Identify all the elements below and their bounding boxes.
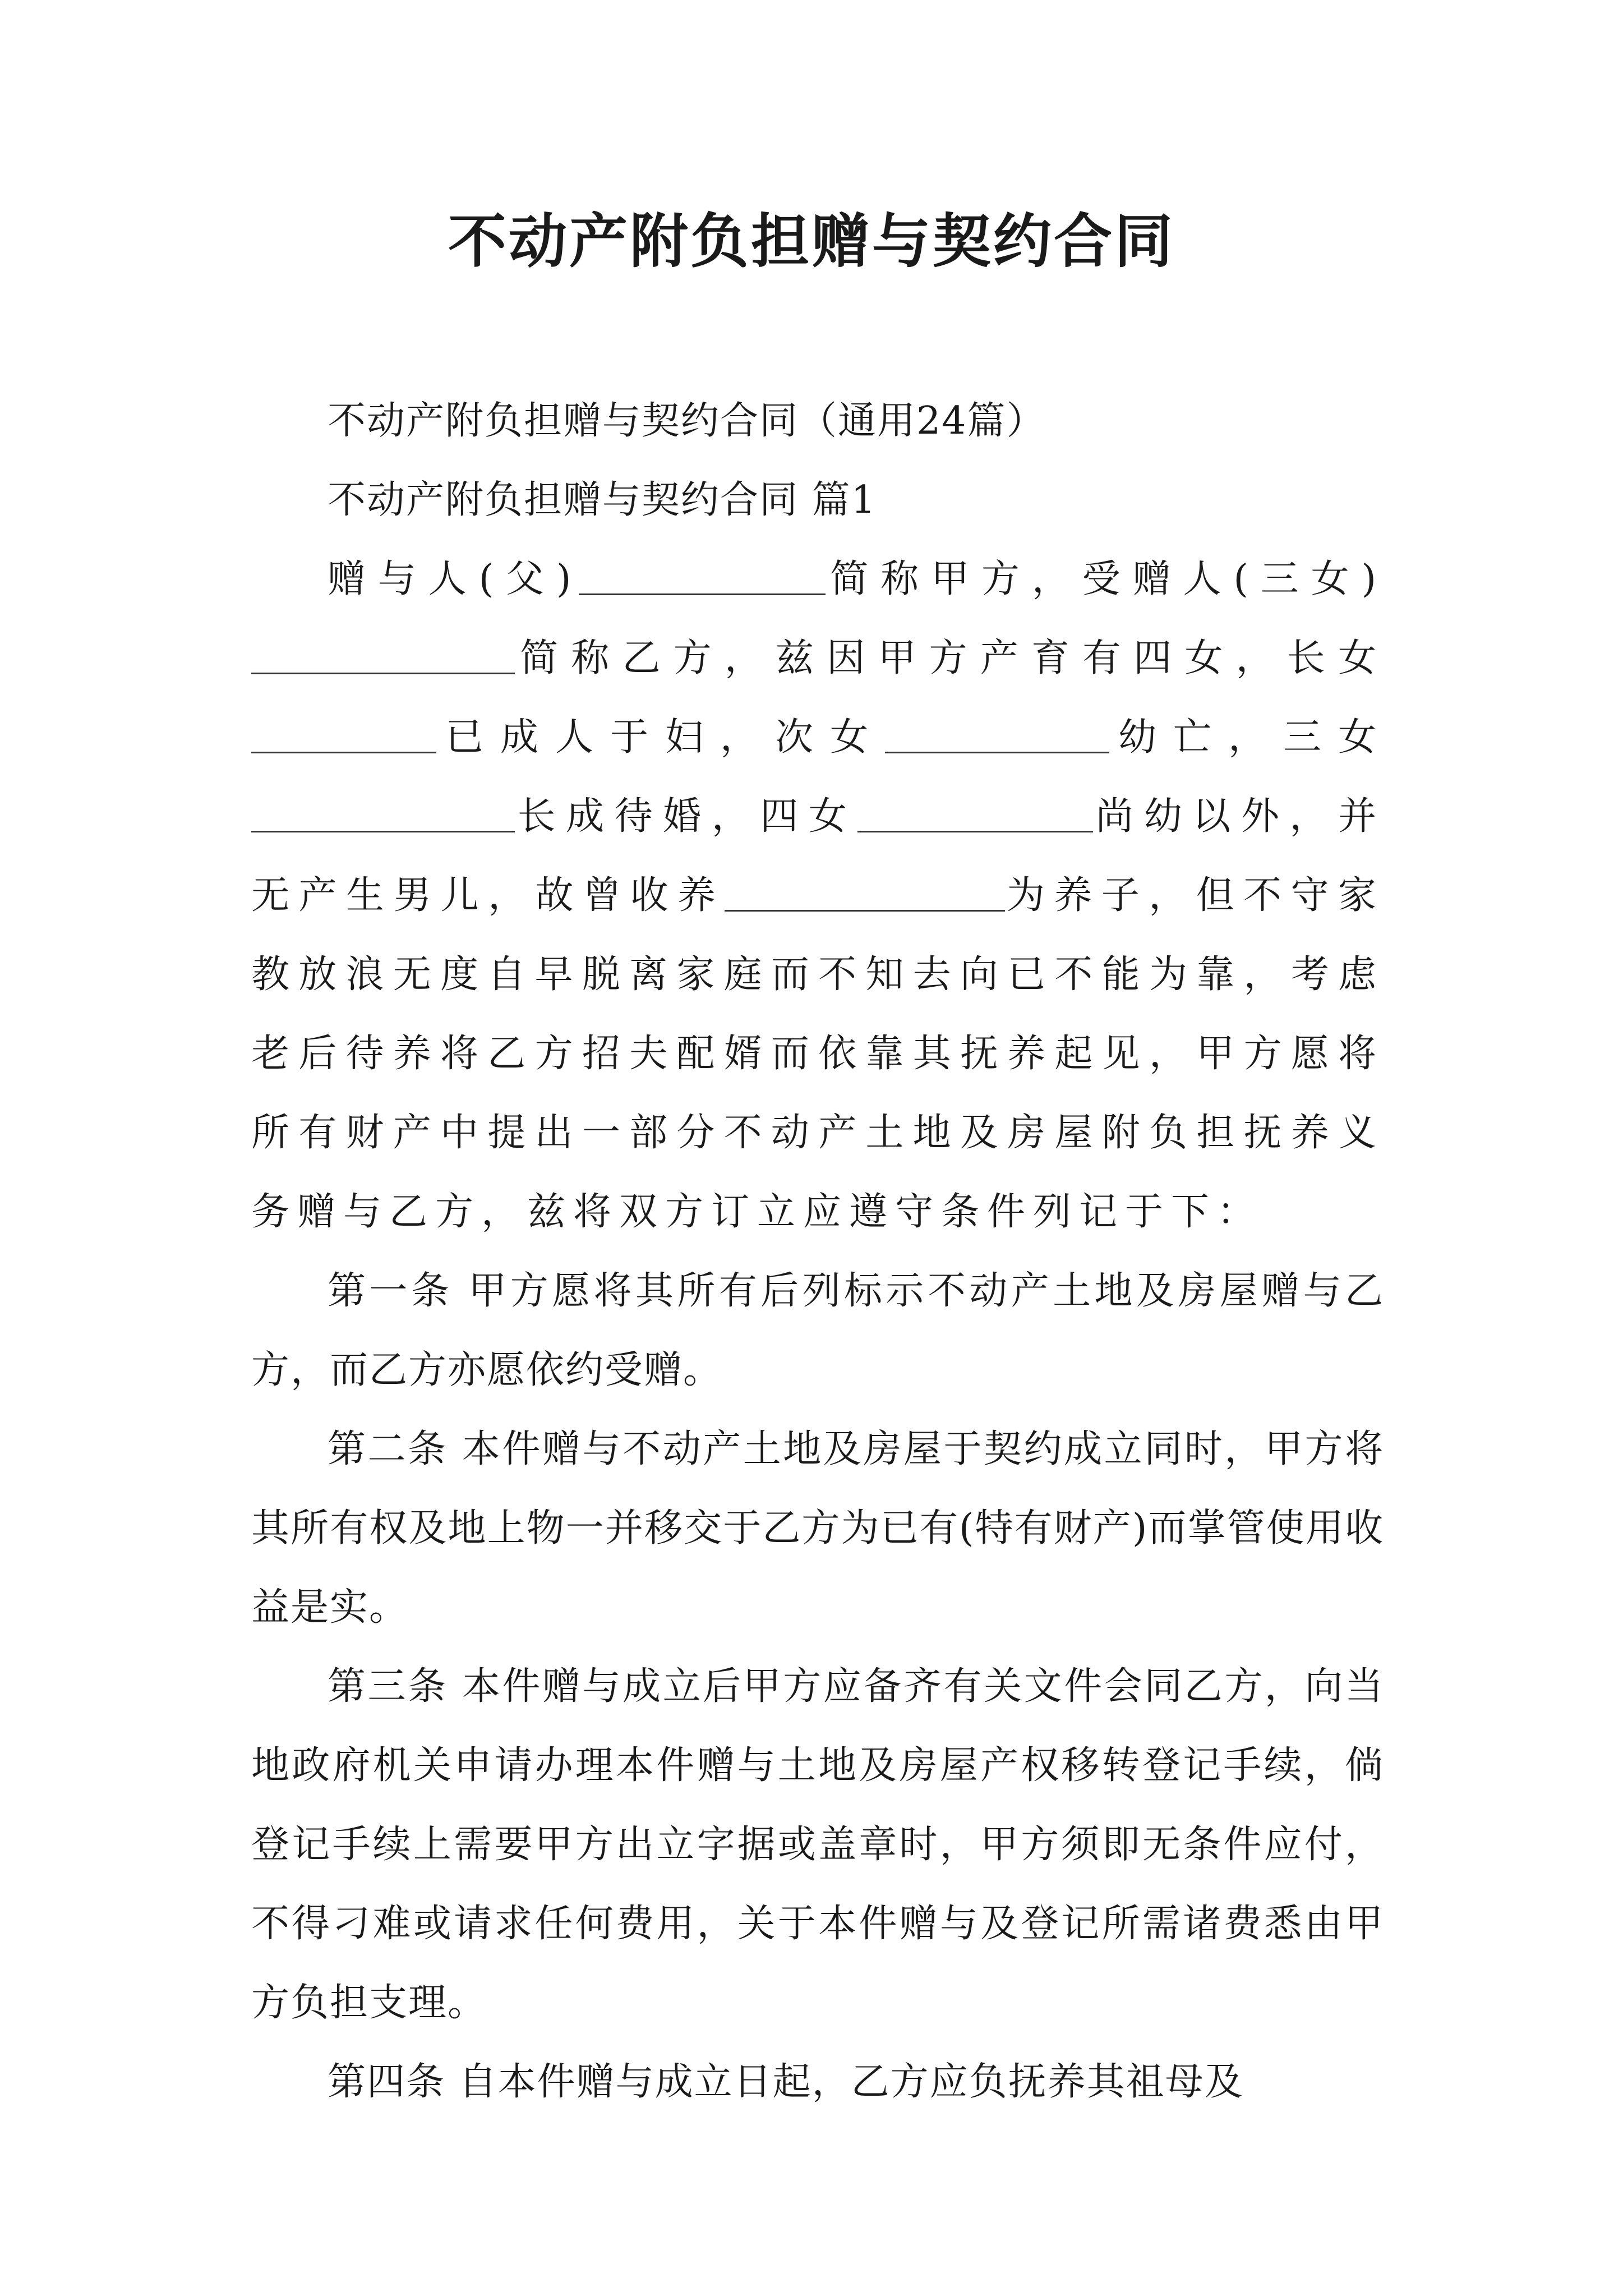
para1-text-1: 赠与人(父) (328, 557, 579, 601)
blank-third-daughter (251, 797, 515, 832)
para1-text-6: 长成待婚，四女 (515, 794, 857, 839)
blank-eldest-daughter (251, 718, 436, 753)
para1-text-5: 幼亡，三女 (1109, 715, 1384, 760)
para1-text-8: 为养子，但不守家教放浪无度自早脱离家庭而不知去向已不能为靠，考虑老后待养将乙方招夫配婿而依靠其抚养起见，甲方愿将所有财产中提出一部分不动产土地及房屋附负担抚养义务赠与乙方，兹将双方订立应遵守条件列记于下： (251, 873, 1384, 1234)
para1-text-7: 尚幼以外，并无产生男儿，故曾收养 (251, 794, 1384, 918)
para1-text-4: 已成人于妇，次女 (436, 715, 885, 760)
document-title: 不动产附负担赠与契约合同 (448, 206, 1175, 275)
para1-text-3: 简称乙方，兹因甲方产育有四女，长女 (515, 636, 1384, 680)
blank-donor-name (579, 560, 826, 595)
blank-adopted-son (725, 876, 1005, 912)
blank-donee-name (251, 639, 515, 674)
document-body (251, 381, 1384, 2122)
article-4: 第四条 自本件赠与成立日起，乙方应负抚养其祖母及 (328, 2060, 1244, 2104)
document-subtitle: 不动产附负担赠与契约合同（通用24篇） (328, 399, 1046, 443)
article-3: 第三条 本件赠与成立后甲方应备齐有关文件会同乙方，向当地政府机关申请办理本件赠与土地及房屋产权移转登记手续，倘登记手续上需要甲方出立字据或盖章时，甲方须即无条件应付，不得刁难或请求任何费用，关于本件赠与及登记所需诸费悉由甲方负担支理。 (251, 1664, 1384, 2025)
section-heading: 不动产附负担赠与契约合同 篇1 (328, 478, 877, 522)
para1-text-2: 简称甲方，受赠人(三女) (826, 557, 1384, 601)
article-1: 第一条 甲方愿将其所有后列标示不动产土地及房屋赠与乙方，而乙方亦愿依约受赠。 (251, 1269, 1384, 1392)
article-2: 第二条 本件赠与不动产土地及房屋于契约成立同时，甲方将其所有权及地上物一并移交于乙方为已有(特有财产)而掌管使用收益是实。 (251, 1427, 1384, 1630)
paragraph-parties (251, 540, 1384, 1251)
blank-second-daughter (885, 718, 1109, 753)
blank-fourth-daughter (857, 797, 1093, 832)
